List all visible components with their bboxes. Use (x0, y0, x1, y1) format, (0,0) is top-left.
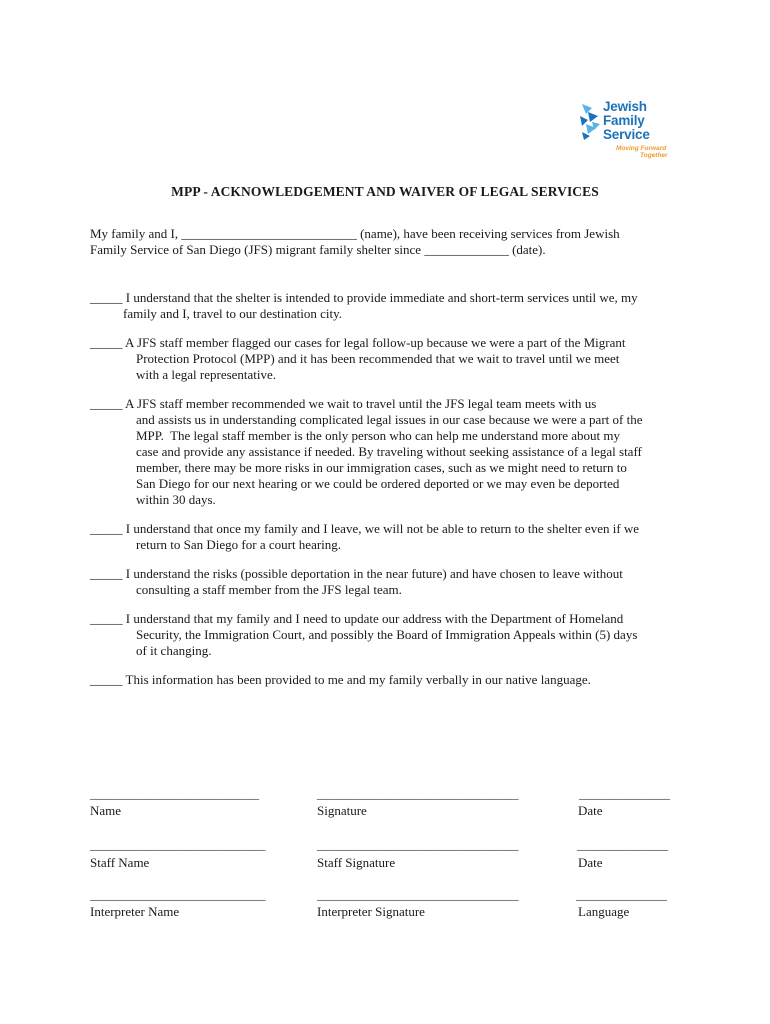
item-4-line-1: _____ I understand that once my family and I leave, we will not be able to return to the shelter even if we (90, 521, 640, 536)
logo-word-family: Family (603, 113, 645, 128)
item-2-line-1: _____ A JFS staff member flagged our cases for legal follow-up because we were a part of the Migrant (90, 335, 626, 350)
item-6-line-2: Security, the Immigration Court, and possibly the Board of Immigration Appeals within (5) days (136, 627, 638, 642)
item-2-line-2: Protection Protocol (MPP) and it has been recommended that we wait to travel until we meet (136, 351, 620, 366)
staff-name-label: Staff Name (90, 855, 150, 870)
logo-word-jewish: Jewish (603, 99, 647, 114)
interpreter-name-line[interactable]: ___________________________ (90, 887, 266, 902)
staff-name-line[interactable]: ___________________________ (90, 837, 266, 852)
signature-line[interactable]: _______________________________ (317, 786, 519, 801)
staff-date-line[interactable]: ______________ (577, 837, 668, 852)
item-7-line-1: _____ This information has been provided to me and my family verbally in our native language. (90, 672, 591, 687)
item-3-line-7: within 30 days. (136, 492, 216, 507)
signature-label: Signature (317, 803, 367, 818)
item-3-line-6: San Diego for our next hearing or we could be ordered deported or we may even be deported (136, 476, 620, 491)
item-2-line-3: with a legal representative. (136, 367, 277, 382)
item-5-line-1: _____ I understand the risks (possible deportation in the near future) and have chosen to leave without (90, 566, 623, 581)
item-5-line-2: consulting a staff member from the JFS legal team. (136, 582, 402, 597)
item-1-line-2: family and I, travel to our destination city. (123, 306, 343, 321)
date-label: Date (578, 803, 603, 818)
item-3-line-5: member, there may be more risks in our immigration cases, such as we might need to return to (136, 460, 627, 475)
logo-word-service: Service (603, 127, 650, 142)
name-label: Name (90, 803, 122, 818)
logo-mark-icon (578, 102, 602, 142)
date-line[interactable]: ______________ (579, 786, 670, 801)
item-6-line-3: of it changing. (136, 643, 212, 658)
interpreter-signature-line[interactable]: _______________________________ (317, 887, 519, 902)
intro-line-1: My family and I, ___________________________ (name), have been receiving services from Jewish (90, 226, 620, 241)
item-3-line-2: and assists us in understanding complicated legal issues in our case because we were a part of the (136, 412, 643, 427)
item-3-line-3: MPP. The legal staff member is the only person who can help me understand more about my (136, 428, 621, 443)
staff-signature-line[interactable]: _______________________________ (317, 837, 519, 852)
logo-tagline-1: Moving Forward (616, 145, 667, 152)
language-line[interactable]: ______________ (576, 887, 667, 902)
staff-signature-label: Staff Signature (317, 855, 396, 870)
intro-line-2: Family Service of San Diego (JFS) migrant family shelter since _____________ (date). (90, 242, 546, 257)
staff-date-label: Date (578, 855, 603, 870)
interpreter-signature-label: Interpreter Signature (317, 904, 425, 919)
document-title: MPP - ACKNOWLEDGEMENT AND WAIVER OF LEGAL SERVICES (171, 184, 599, 199)
logo-tagline-2: Together (640, 152, 668, 159)
name-signature-line[interactable]: __________________________ (90, 786, 259, 801)
language-label: Language (578, 904, 630, 919)
interpreter-name-label: Interpreter Name (90, 904, 180, 919)
item-6-line-1: _____ I understand that my family and I need to update our address with the Department of Homeland (90, 611, 624, 626)
jfs-logo (578, 96, 678, 164)
item-3-line-1: _____ A JFS staff member recommended we wait to travel until the JFS legal team meets with us (90, 396, 597, 411)
item-4-line-2: return to San Diego for a court hearing. (136, 537, 342, 552)
item-1-line-1: _____ I understand that the shelter is intended to provide immediate and short-term services until we, my (90, 290, 638, 305)
item-3-line-4: case and provide any assistance if needed. By traveling without seeking assistance of a legal staff (136, 444, 642, 459)
